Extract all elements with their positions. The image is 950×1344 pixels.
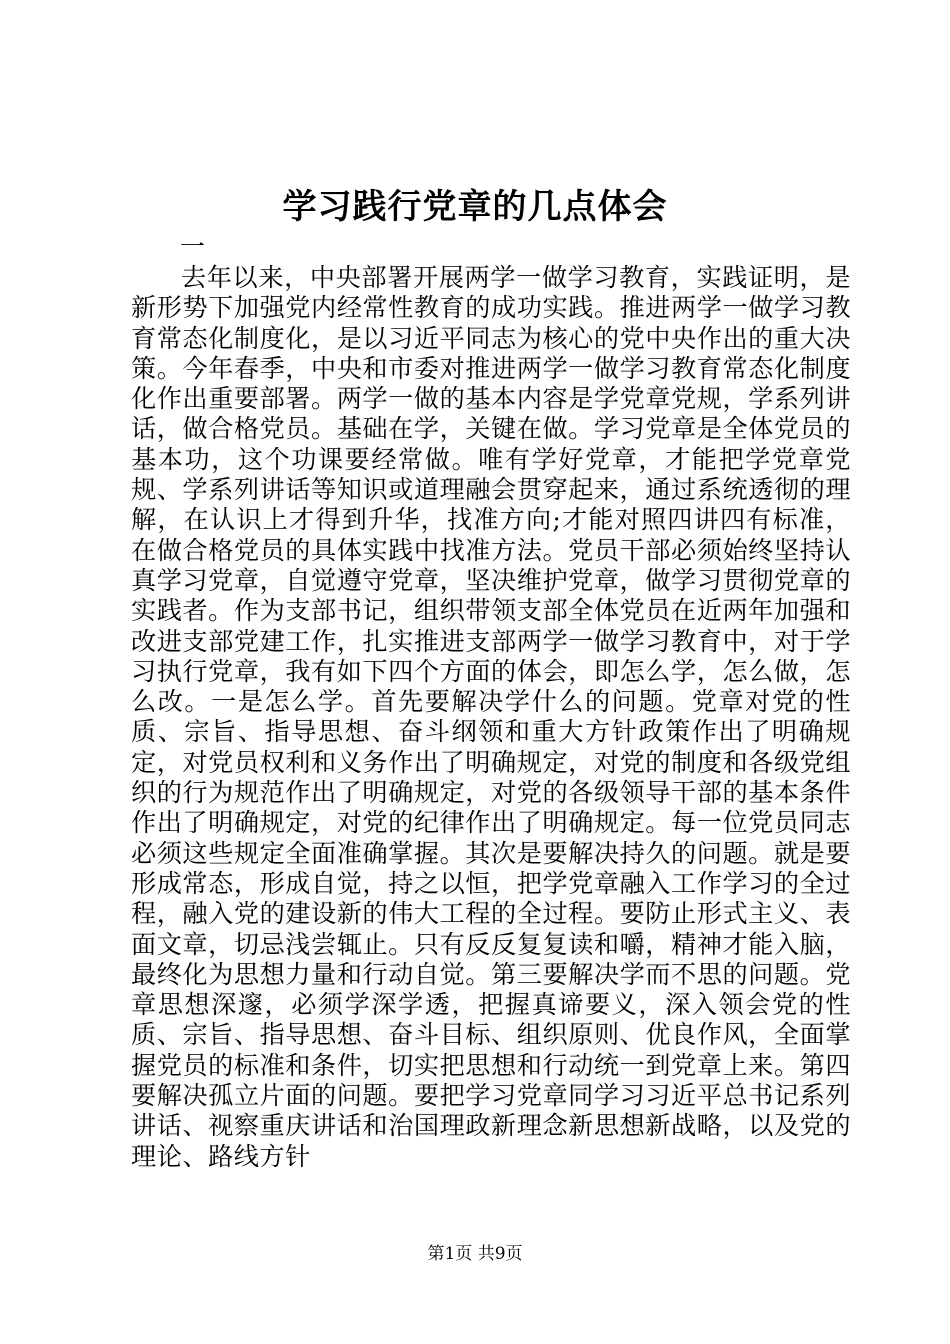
- page-number-footer: 第1页 共9页: [427, 1244, 523, 1264]
- section-marker: 一: [180, 232, 206, 261]
- document-title: 学习践行党章的几点体会: [282, 187, 668, 227]
- body-paragraph: 去年以来，中央部署开展两学一做学习教育，实践证明，是新形势下加强党内经常性教育的成功实践。推进两学一做学习教育常态化制度化，是以习近平同志为核心的党中央作出的重大决策。今年春季，中央和市委对推进两学一做学习教育常态化制度化作出重要部署。两学一做的基本内容是学党章党规，学系列讲话，做合格党员。基础在学，关键在做。学习党章是全体党员的基本功，这个功课要经常做。唯有学好党章，才能把学党章党规、学系列讲话等知识或道理融会贯穿起来，通过系统透彻的理解，在认识上才得到升华，找准方向;才能对照四讲四有标准，在做合格党员的具体实践中找准方法。党员干部必须始终坚持认真学习党章，自觉遵守党章，坚决维护党章，做学习贯彻党章的实践者。作为支部书记，组织带领支部全体党员在近两年加强和改进支部党建工作，扎实推进支部两学一做学习教育中，对于学习执行党章，我有如下四个方面的体会，即怎么学，怎么做，怎么改。一是怎么学。首先要解决学什么的问题。党章对党的性质、宗旨、指导思想、奋斗纲领和重大方针政策作出了明确规定，对党员权利和义务作出了明确规定，对党的制度和各级党组织的行为规范作出了明确规定，对党的各级领导干部的基本条件作出了明确规定，对党的纪律作出了明确规定。每一位党员同志必须这些规定全面准确掌握。其次是要解决持久的问题。就是要形成常态，形成自觉，持之以恒，把学党章融入工作学习的全过程，融入党的建设新的伟大工程的全过程。要防止形式主义、表面文章，切忌浅尝辄止。只有反反复复读和嚼，精神才能入脑，最终化为思想力量和行动自觉。第三要解决学而不思的问题。党章思想深邃，必须学深学透，把握真谛要义，深入领会党的性质、宗旨、指导思想、奋斗目标、组织原则、优良作风，全面掌握党员的标准和条件，切实把思想和行动统一到党章上来。第四要解决孤立片面的问题。要把学习党章同学习习近平总书记系列讲话、视察重庆讲话和治国理政新理念新思想新战略，以及党的理论、路线方针: [131, 263, 851, 1171]
